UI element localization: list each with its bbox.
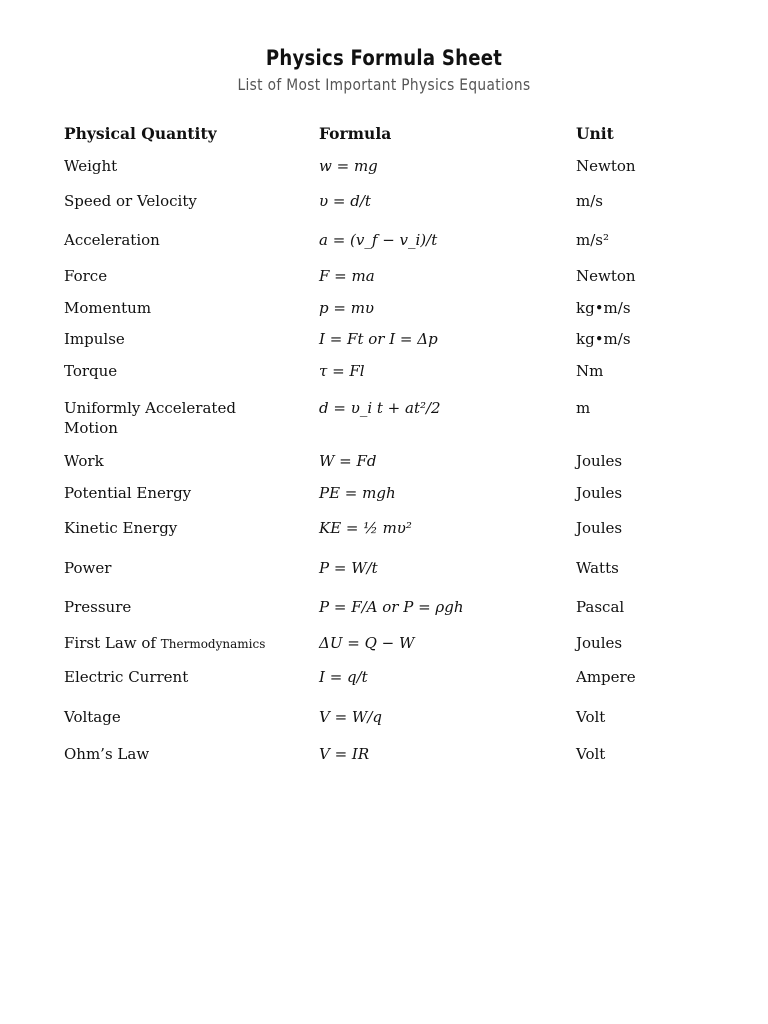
formula-cell: υ = d/t xyxy=(319,192,371,210)
unit-cell: Joules xyxy=(576,519,623,537)
quantity-cell: Electric Current xyxy=(64,668,189,686)
page-title: Physics Formula Sheet xyxy=(265,46,503,70)
quantity-cell: Potential Energy xyxy=(64,484,192,502)
unit-cell: m xyxy=(576,399,591,417)
formula-cell: PE = mgh xyxy=(319,484,396,502)
quantity-small-text: Thermodynamics xyxy=(160,637,266,651)
formula-cell: I = q/t xyxy=(319,668,368,686)
quantity-cell: Voltage xyxy=(64,708,121,726)
unit-cell: kg•m/s xyxy=(576,299,631,317)
formula-cell: P = W/t xyxy=(319,559,378,577)
formula-cell: V = W/q xyxy=(319,708,383,726)
unit-cell: Volt xyxy=(576,745,606,763)
header-quantity: Physical Quantity xyxy=(64,124,217,143)
quantity-cell: Power xyxy=(64,559,112,577)
header-formula: Formula xyxy=(319,124,392,143)
quantity-cell: Acceleration xyxy=(64,231,160,249)
unit-cell: Joules xyxy=(576,484,623,502)
quantity-main-text: First Law of xyxy=(64,634,156,652)
formula-cell: a = (v_f − v_i)/t xyxy=(319,231,438,249)
unit-cell: kg•m/s xyxy=(576,330,631,348)
formula-cell: F = ma xyxy=(319,267,375,285)
header-unit: Unit xyxy=(576,124,614,143)
unit-cell: m/s² xyxy=(576,231,609,249)
formula-cell: V = IR xyxy=(319,745,370,763)
quantity-cell: Torque xyxy=(64,362,118,380)
quantity-cell: Force xyxy=(64,267,108,285)
quantity-cell: Uniformly Accelerated Motion xyxy=(64,399,236,437)
unit-cell: Joules xyxy=(576,634,623,652)
unit-cell: Volt xyxy=(576,708,606,726)
formula-cell: W = Fd xyxy=(319,452,377,470)
unit-cell: Pascal xyxy=(576,598,625,616)
formula-cell: d = υ_i t + at²/2 xyxy=(319,399,441,417)
formula-cell: τ = Fl xyxy=(319,362,365,380)
quantity-cell: Momentum xyxy=(64,299,152,317)
quantity-cell: Ohm’s Law xyxy=(64,745,150,763)
unit-cell: Watts xyxy=(576,559,619,577)
unit-cell: Newton xyxy=(576,157,636,175)
formula-cell: ΔU = Q − W xyxy=(319,634,415,652)
formula-cell: w = mg xyxy=(319,157,378,175)
page-subtitle: List of Most Important Physics Equations xyxy=(237,75,531,94)
unit-cell: Newton xyxy=(576,267,636,285)
formula-cell: I = Ft or I = Δp xyxy=(319,330,438,348)
quantity-cell: Speed or Velocity xyxy=(64,192,197,210)
unit-cell: Ampere xyxy=(576,668,636,686)
quantity-cell: Work xyxy=(64,452,104,470)
formula-cell: KE = ½ mυ² xyxy=(319,519,412,537)
quantity-cell: Impulse xyxy=(64,330,125,348)
unit-cell: Joules xyxy=(576,452,623,470)
unit-cell: Nm xyxy=(576,362,604,380)
formula-cell: P = F/A or P = ρgh xyxy=(319,598,464,616)
quantity-cell: Pressure xyxy=(64,598,132,616)
unit-cell: m/s xyxy=(576,192,603,210)
quantity-cell: Weight xyxy=(64,157,118,175)
quantity-cell xyxy=(64,633,304,654)
quantity-cell: Kinetic Energy xyxy=(64,519,178,537)
formula-cell: p = mυ xyxy=(319,299,375,317)
